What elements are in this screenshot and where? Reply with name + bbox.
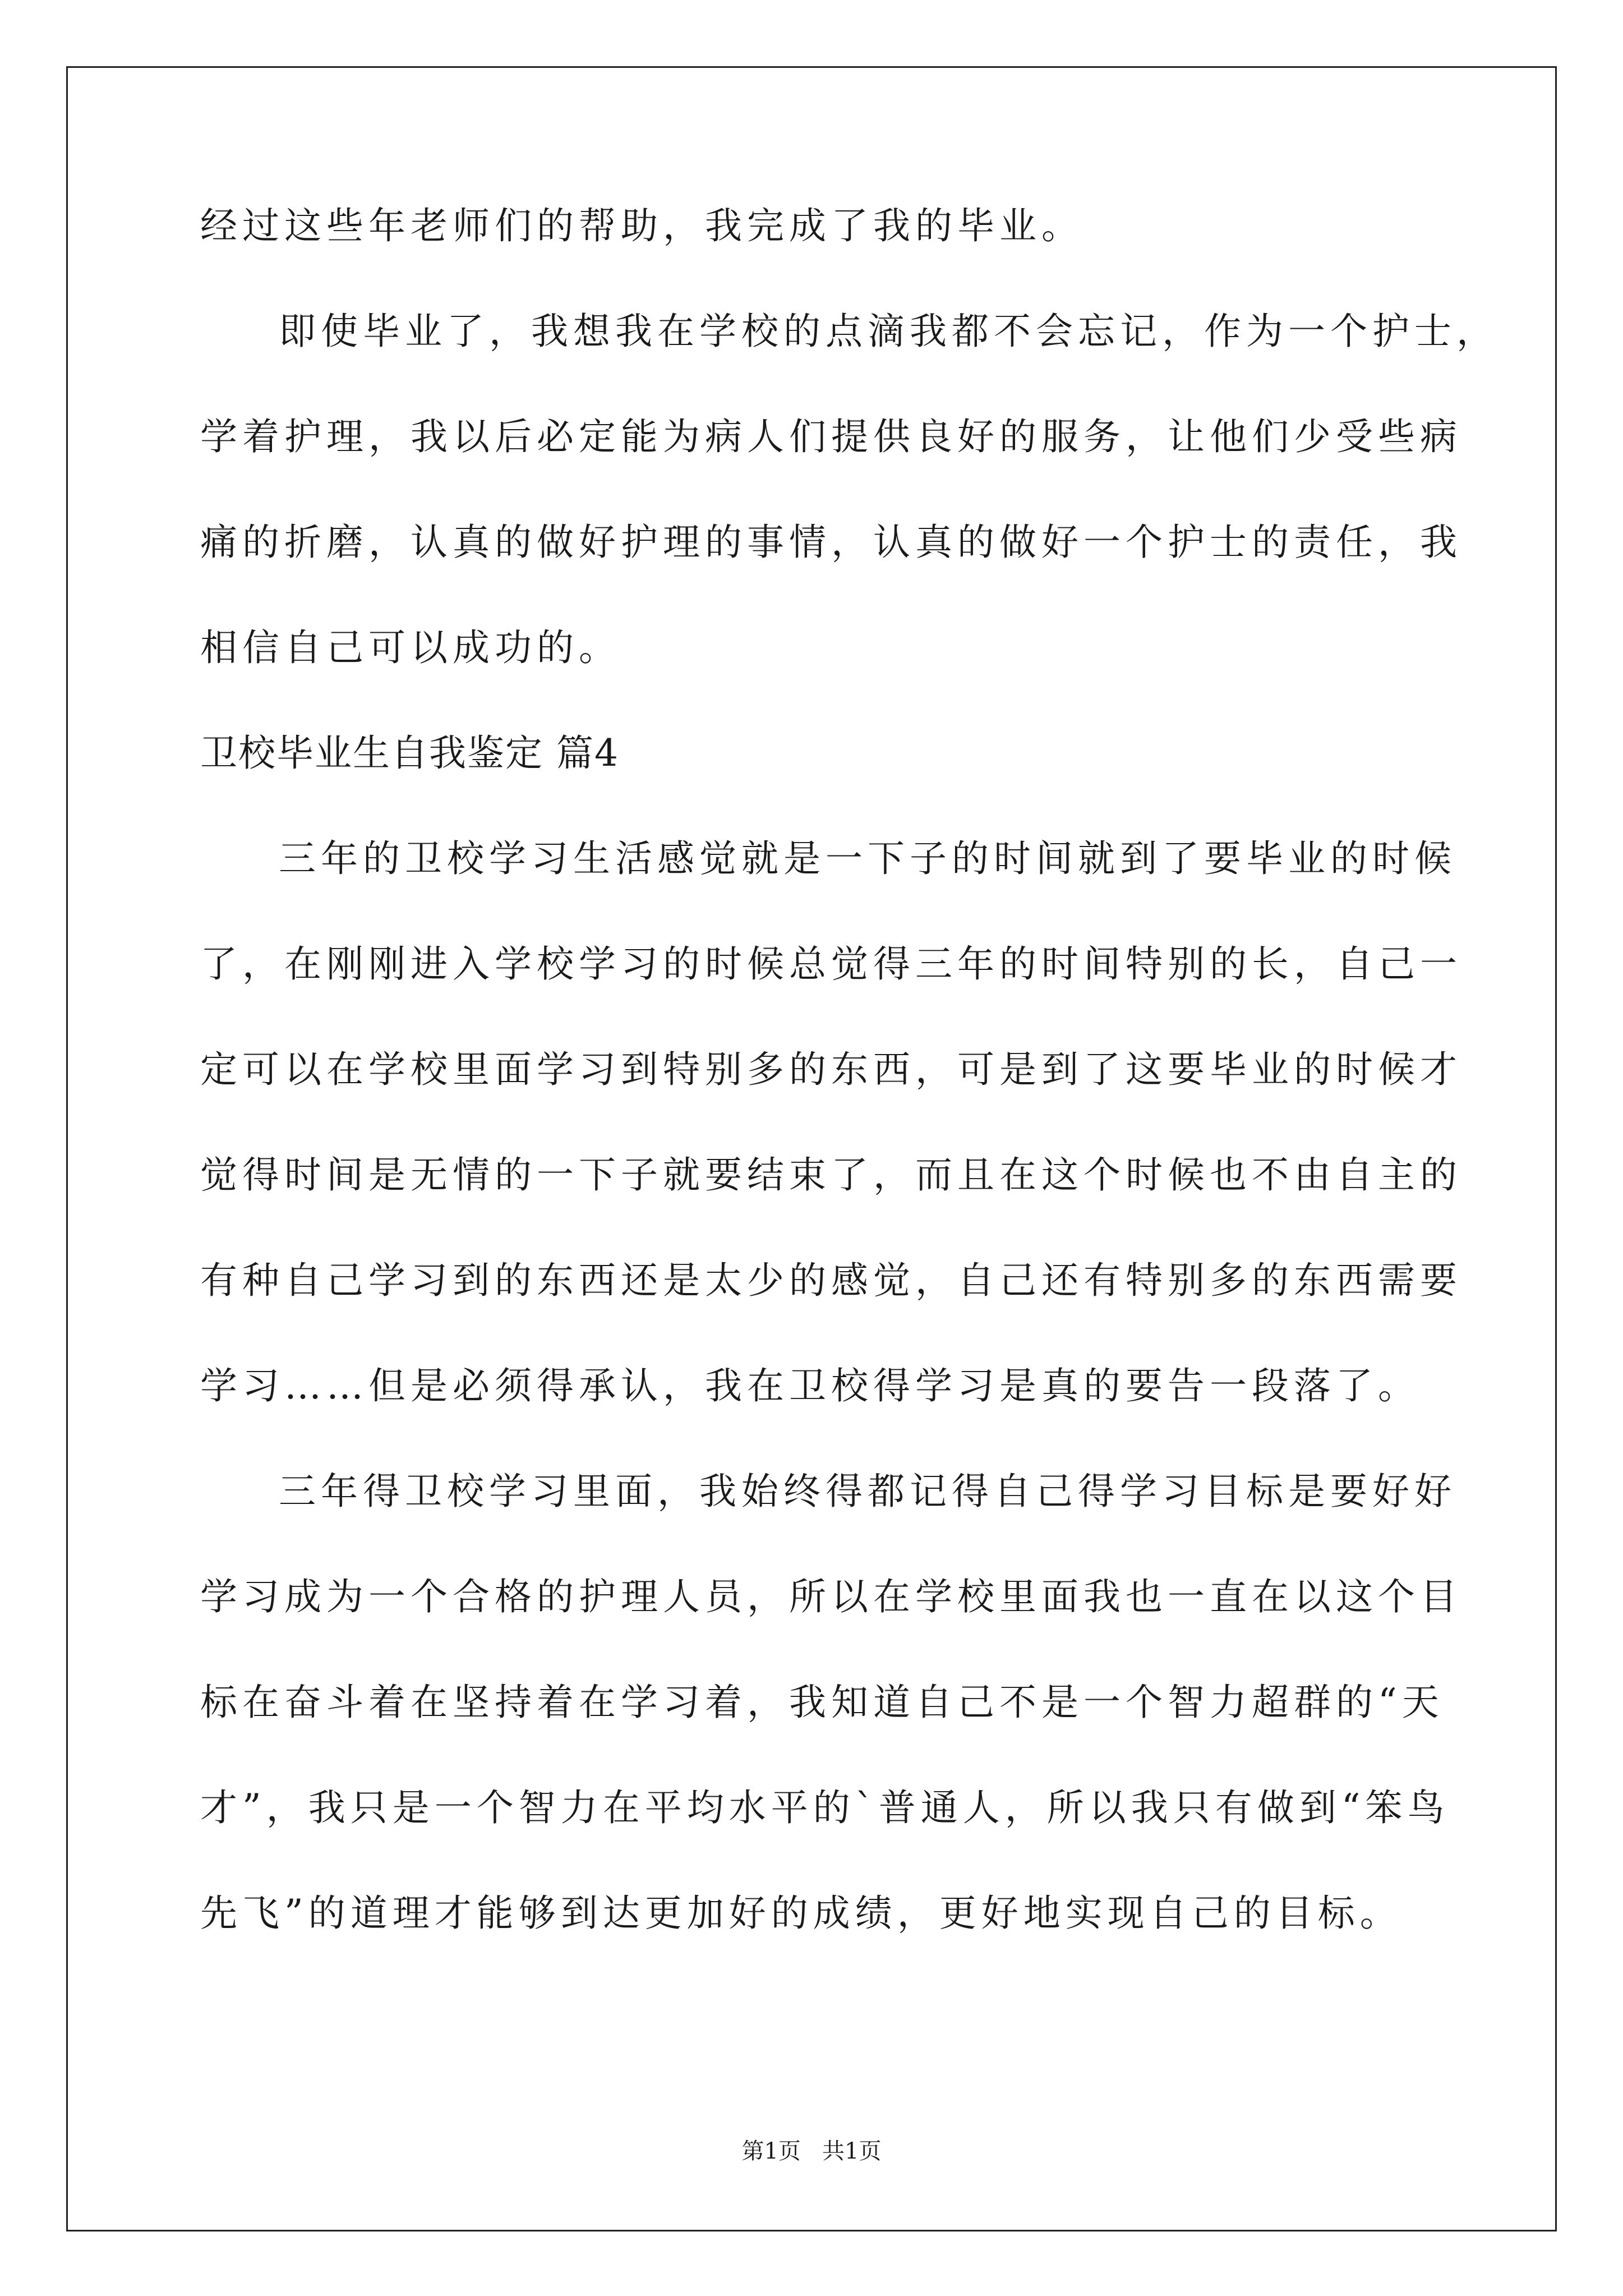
paragraph-line: 先飞”的道理才能够到达更加好的成绩，更好地实现自己的目标。 (200, 1892, 1402, 1935)
paragraph-line: 了，在刚刚进入学校学习的时候总觉得三年的时间特别的长，自己一 (200, 942, 1462, 986)
paragraph-line: 学着护理，我以后必定能为病人们提供良好的服务，让他们少受些病 (200, 415, 1462, 458)
paragraph-line: 学习……但是必须得承认，我在卫校得学习是真的要告一段落了。 (200, 1364, 1420, 1407)
paragraph-line: 即使毕业了，我想我在学校的点滴我都不会忘记，作为一个护士， (279, 310, 1498, 353)
page-number-footer: 第1页 共1页 (741, 2138, 882, 2164)
paragraph-line: 觉得时间是无情的一下子就要结束了，而且在这个时候也不由自主的 (200, 1153, 1462, 1197)
paragraph-line: 标在奋斗着在坚持着在学习着，我知道自己不是一个智力超群的“天 (200, 1681, 1444, 1724)
section-heading: 卫校毕业生自我鉴定 篇4 (200, 731, 619, 775)
paragraph-line: 定可以在学校里面学习到特别多的东西，可是到了这要毕业的时候才 (200, 1048, 1462, 1091)
paragraph-line: 相信自己可以成功的。 (200, 626, 621, 669)
paragraph-line: 才”，我只是一个智力在平均水平的`普通人，所以我只有做到“笨鸟 (200, 1786, 1450, 1829)
paragraph-line: 痛的折磨，认真的做好护理的事情，认真的做好一个护士的责任，我 (200, 521, 1462, 564)
paragraph-line: 三年得卫校学习里面，我始终得都记得自己得学习目标是要好好 (279, 1470, 1456, 1513)
paragraph-line: 有种自己学习到的东西还是太少的感觉，自己还有特别多的东西需要 (200, 1259, 1462, 1302)
paragraph-line: 学习成为一个合格的护理人员，所以在学校里面我也一直在以这个目 (200, 1575, 1462, 1618)
paragraph-line: 经过这些年老师们的帮助，我完成了我的毕业。 (200, 204, 1083, 247)
paragraph-line: 三年的卫校学习生活感觉就是一下子的时间就到了要毕业的时候 (279, 837, 1456, 880)
